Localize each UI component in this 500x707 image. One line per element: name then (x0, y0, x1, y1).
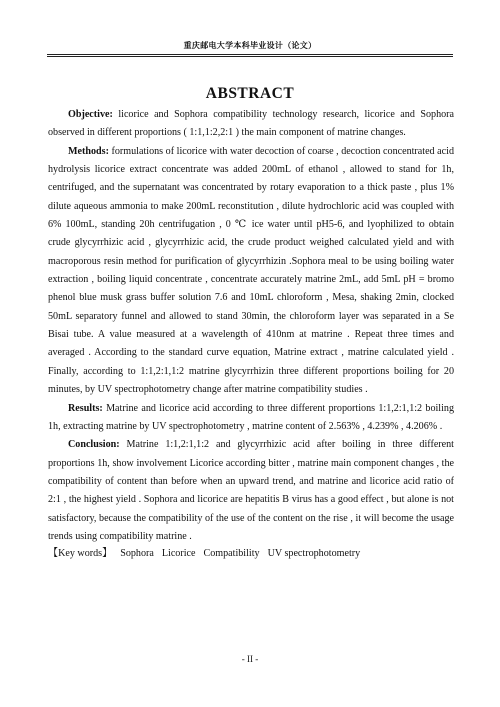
conclusion-label: Conclusion: (68, 439, 120, 451)
conclusion-text: Matrine 1:1,2:1,1:2 and glycyrrhizic acid after boiling in three different proportions 1h, show involvement Licorice according bitter , matrine main component changes , the compatibility of content than before when an upward trend, and matrine and licorice acid ratio of 2:1 , the highest yield . Sophora and licorice are hepatitis B virus has a good effect , but alone is not satisfactory, because the compatibility of the use of the content on the rise , it will become the usage trends using compatibility matrine . (48, 439, 454, 542)
results-text: Matrine and licorice acid according to three different proportions 1:1,2:1,1:2 boiling 1h, extracting matrine by UV spectrophotometry , matrine content of 2.563% , 4.239% , 4.206% . (48, 402, 454, 432)
methods-label: Methods: (68, 145, 109, 157)
page-header: 重庆邮电大学本科毕业设计（论文） (183, 41, 317, 50)
abstract-body (48, 106, 454, 546)
page-number: - II - (241, 654, 259, 664)
keyword-item: UV spectrophotometry (267, 548, 361, 559)
keywords-label: 【Key words】 (48, 548, 113, 559)
keywords-line (48, 544, 454, 559)
header-rule-thick (47, 54, 453, 55)
conclusion-paragraph (48, 436, 454, 546)
abstract-title: ABSTRACT (205, 85, 295, 102)
results-paragraph (48, 400, 454, 437)
keyword-item: Compatibility (203, 548, 260, 559)
keyword-item: Licorice (161, 548, 196, 559)
methods-text: formulations of licorice with water decoction of coarse , decoction concentrated acid hydrolysis licorice extract concentrate was added 200mL of ethanol , allowed to stand for 1h, centrifuged, and the supernatant was concentrated by rotary evaporation to a thick paste , plus 1% dilute aqueous ammonia to make 200mL reconstitution , dilute hydrochloric acid was coupled with 6% 100mL, standing 20h centrifugation , 0 ℃ ice water until pH5-6, and lyophilized to obtain crude glycyrrhizic acid , glycyrrhizic acid, the crude product weighed calculated yield and with macroporous resin method for purification of glycyrrhizin .Sophora meal to be using boiling water extraction , boiling liquid concentrate , concentrate accurately matrine 2mL, add 5mL pH = bromo phenol blue musk grass buffer solution 7.6 and 10mL chloroform , Mesa, shaking 2min, clocked 50mL separatory funnel and allowed to stand 30min, the chloroform layer was separated in a Se Bisai tube. A value measured at a wavelength of 410nm at matrine . Repeat three times and averaged . According to the standard curve equation, Matrine extract , matrine calculated yield . Finally, according to 1:1,2:1,1:2 matrine glycyrrhizin three different proportions boiling for 20 minutes, by UV spectrophotometry change after matrine compatibility studies . (48, 145, 454, 396)
objective-label: Objective: (68, 109, 113, 120)
objective-text: licorice and Sophora compatibility technology research, licorice and Sophora observed in different proportions ( 1:1,1:2,2:1 ) the main component of matrine changes. (48, 109, 454, 139)
header-rule-thin (47, 56, 453, 57)
keyword-item: Sophora (120, 548, 154, 559)
methods-paragraph (48, 143, 454, 400)
objective-paragraph (48, 106, 454, 143)
results-label: Results: (68, 402, 103, 414)
